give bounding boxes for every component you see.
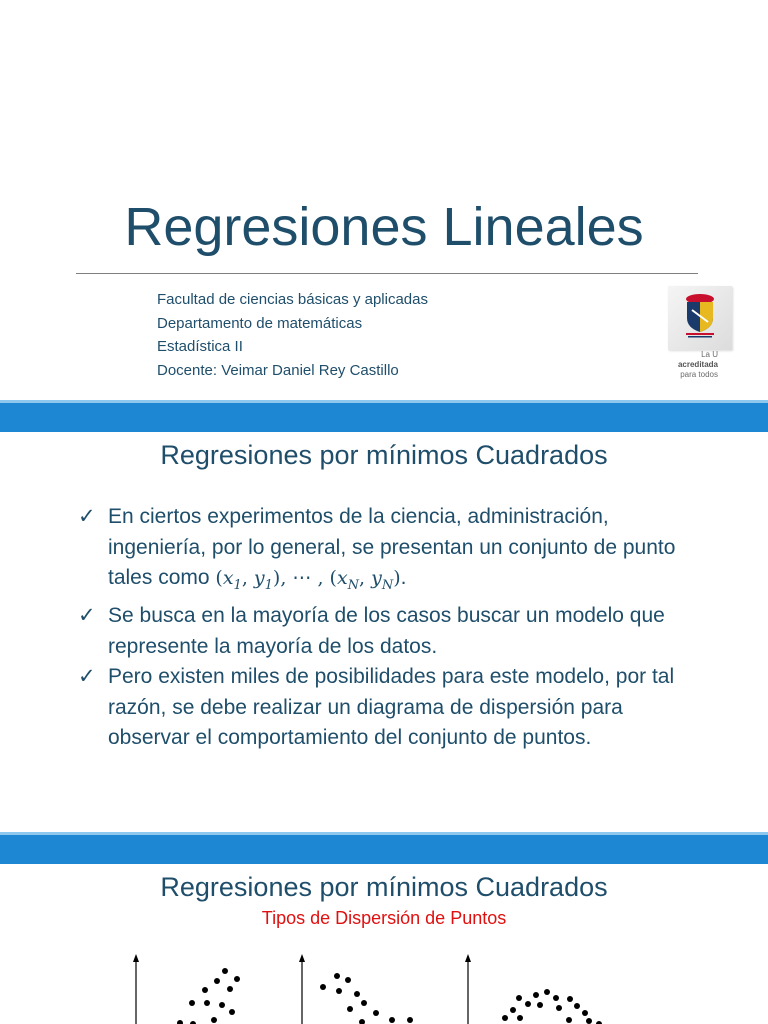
university-logo [668, 286, 732, 350]
points-formula: ($x_1$, $y_1$), ⋯ , ($x_N$, $y_N$) [215, 567, 401, 593]
title-slide [0, 0, 768, 400]
tagline-line-2: acreditada [677, 360, 718, 369]
course-info [157, 288, 428, 382]
course-line: Estadística II [157, 338, 243, 355]
title-divider [76, 273, 698, 274]
dispersion-types-slide [0, 864, 768, 1024]
checkmark-icon: ✓ [78, 665, 96, 689]
bullet-text: En ciertos experimentos de la ciencia, administración, ingeniería, por lo general, se presentan un conjunto de punto tales como [108, 505, 676, 589]
accreditation-tagline [660, 350, 718, 380]
tagline-line-1: La U [701, 350, 718, 359]
slide-title: Regresiones por mínimos Cuadrados [160, 872, 608, 902]
instructor-line: Docente: Veimar Daniel Rey Castillo [157, 361, 399, 379]
faculty-line: Facultad de ciencias básicas y aplicadas [157, 291, 428, 308]
university-shield-icon [680, 292, 720, 340]
least-squares-slide [0, 432, 768, 832]
scatter-plot-positive [126, 950, 266, 1024]
slide-separator [0, 832, 768, 864]
bullet-list [78, 502, 698, 754]
department-line: Departamento de matemáticas [157, 314, 363, 332]
scatter-plot-negative [292, 950, 432, 1024]
tagline-line-3: para todos [680, 370, 718, 379]
list-item [78, 601, 698, 662]
bullet-text: Se busca en la mayoría de los casos buscar un modelo que represente la mayoría de los datos. [108, 604, 665, 658]
slide-subtitle: Tipos de Dispersión de Puntos [261, 908, 507, 928]
bullet-text: Pero existen miles de posibilidades para este modelo, por tal razón, se debe realizar un diagrama de dispersión para observar el comportamiento del conjunto de puntos. [108, 665, 675, 750]
bullet-suffix: . [400, 566, 407, 589]
list-item [78, 502, 698, 601]
list-item [78, 662, 698, 754]
scatter-plot-curved [458, 950, 618, 1024]
slide-separator [0, 400, 768, 432]
checkmark-icon: ✓ [78, 505, 96, 528]
presentation-title: Regresiones Lineales [124, 197, 644, 257]
checkmark-icon: ✓ [78, 604, 96, 628]
slide-title: Regresiones por mínimos Cuadrados [160, 440, 608, 470]
